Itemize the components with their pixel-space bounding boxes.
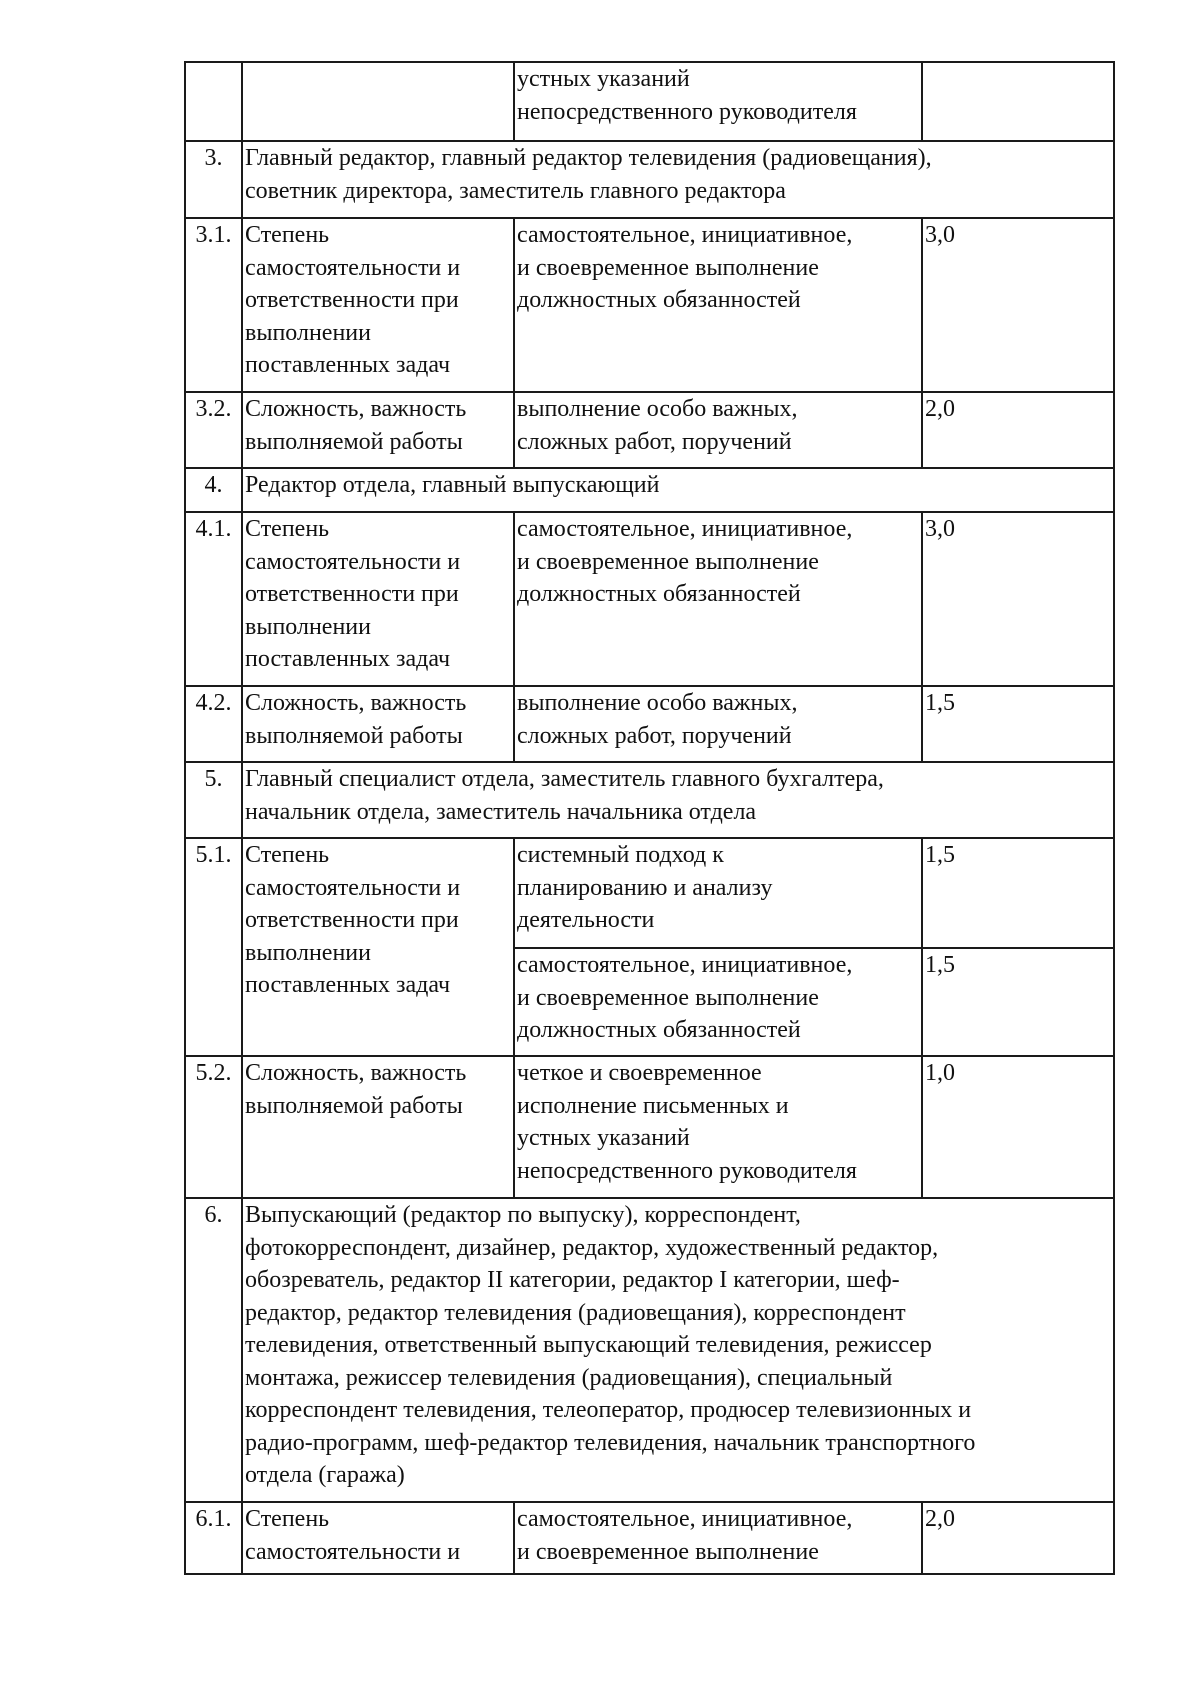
description-cell: системный подход к планированию и анализу деятельности [514,838,922,948]
row-number-cell: 3.2. [185,392,242,468]
value-cell: 3,0 [922,512,1114,686]
section-number: 4. [185,468,242,512]
value-cell: 1,5 [922,838,1114,948]
criteria-table [184,61,1115,1575]
row-number-cell: 4.1. [185,512,242,686]
table-row [185,512,1114,686]
criterion-cell [242,62,514,141]
value-cell: 2,0 [922,392,1114,468]
table-row [185,1502,1114,1574]
row-number-cell: 5.1. [185,838,242,1056]
section-header-row [185,141,1114,218]
section-title: Редактор отдела, главный выпускающий [242,468,1114,512]
table-row [185,392,1114,468]
row-number-cell: 5.2. [185,1056,242,1198]
description-cell: самостоятельное, инициативное, и своевременное выполнение должностных обязанностей [514,512,922,686]
criterion-cell: Сложность, важность выполняемой работы [242,686,514,762]
description-cell: самостоятельное, инициативное, и своевременное выполнение должностных обязанностей [514,218,922,392]
section-header-row [185,762,1114,838]
value-cell [922,62,1114,141]
description-cell: выполнение особо важных, сложных работ, поручений [514,392,922,468]
row-number-cell: 3.1. [185,218,242,392]
section-title: Главный специалист отдела, заместитель главного бухгалтера, начальник отдела, заместитель начальника отдела [242,762,1114,838]
description-cell: самостоятельное, инициативное, и своевременное выполнение должностных обязанностей [514,948,922,1056]
criterion-cell: Степень самостоятельности и ответственности при выполнении поставленных задач [242,838,514,1056]
description-cell: самостоятельное, инициативное, и своевременное выполнение [514,1502,922,1574]
description-cell: четкое и своевременное исполнение письменных и устных указаний непосредственного руководителя [514,1056,922,1198]
section-header-row [185,1198,1114,1502]
row-number-cell: 6.1. [185,1502,242,1574]
section-header-row [185,468,1114,512]
value-cell: 2,0 [922,1502,1114,1574]
table-row [185,218,1114,392]
table-row [185,62,1114,141]
section-number: 6. [185,1198,242,1502]
section-number: 5. [185,762,242,838]
section-number: 3. [185,141,242,218]
value-cell: 1,5 [922,686,1114,762]
table-row [185,838,1114,948]
row-number-cell [185,62,242,141]
value-cell: 1,0 [922,1056,1114,1198]
criterion-cell: Степень самостоятельности и ответственности при выполнении поставленных задач [242,512,514,686]
table-row [185,1056,1114,1198]
row-number-cell: 4.2. [185,686,242,762]
value-cell: 1,5 [922,948,1114,1056]
criterion-cell: Сложность, важность выполняемой работы [242,1056,514,1198]
criterion-cell: Сложность, важность выполняемой работы [242,392,514,468]
section-title: Главный редактор, главный редактор телевидения (радиовещания), советник директора, заместитель главного редактора [242,141,1114,218]
section-title: Выпускающий (редактор по выпуску), корреспондент, фотокорреспондент, дизайнер, редактор, художественный редактор, обозреватель, редактор II категории, редактор I категории, шеф- редактор, редактор телевидения (радиовещания), корреспондент телевидения, ответственный выпускающий телевидения, режиссер монтажа, режиссер телевидения (радиовещания), специальный корреспондент телевидения, телеоператор, продюсер телевизионных и радио-программ, шеф-редактор телевидения, начальник транспортного отдела (гаража) [242,1198,1114,1502]
value-cell: 3,0 [922,218,1114,392]
table-row [185,686,1114,762]
criterion-cell: Степень самостоятельности и [242,1502,514,1574]
description-cell: выполнение особо важных, сложных работ, поручений [514,686,922,762]
description-cell: устных указаний непосредственного руководителя [514,62,922,141]
criterion-cell: Степень самостоятельности и ответственности при выполнении поставленных задач [242,218,514,392]
